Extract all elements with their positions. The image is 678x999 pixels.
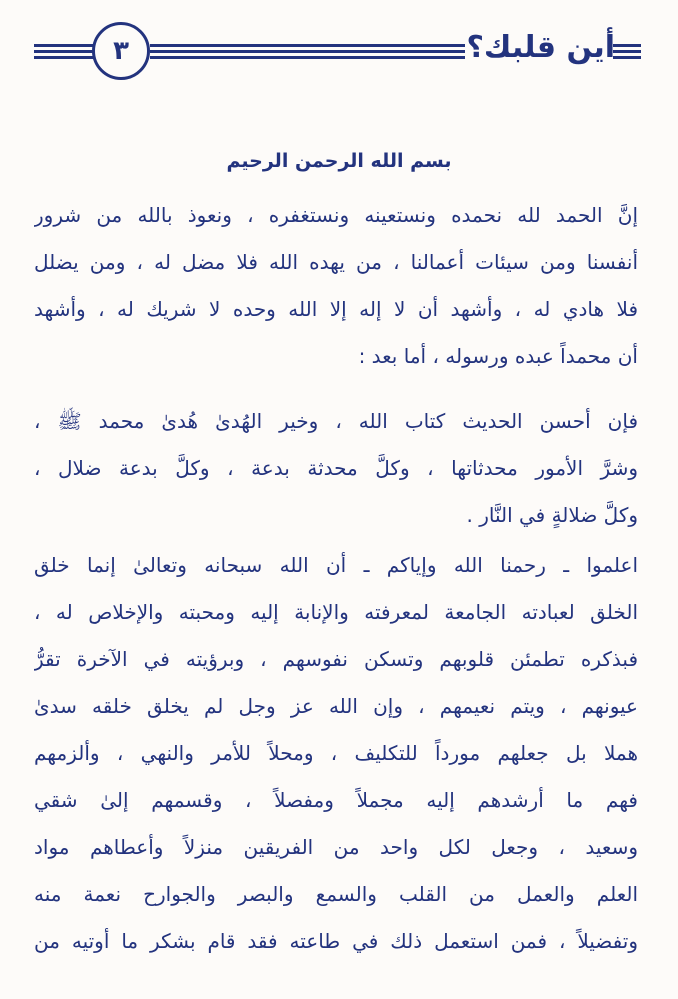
text-line: عيونهم ، ويتم نعيمهم ، وإن الله عز وجل لم يخلق خلقه سدىٰ <box>34 694 638 718</box>
paragraph-1 <box>34 192 638 380</box>
text-line: وشرَّ الأمور محدثاتها ، وكلَّ محدثة بدعة ، وكلَّ بدعة ضلال ، <box>34 456 638 480</box>
paragraph-2 <box>34 398 638 539</box>
text-line: هملا بل جعلهم مورداً للتكليف ، ومحلاً للأمر والنهي ، وألزمهم <box>34 741 638 765</box>
text-line: فإن أحسن الحديث كتاب الله ، وخير الهُدىٰ هُدىٰ محمد ﷺ ، <box>34 409 638 433</box>
page-number-badge <box>92 22 150 80</box>
book-title: أين قلبك؟ <box>466 30 615 65</box>
text-line: فهم ما أرشدهم إليه مجملاً ومفصلاً ، وقسمهم إلىٰ شقي <box>34 788 638 812</box>
text-line: العلم والعمل من القلب والسمع والبصر والجوارح نعمة منه <box>34 882 638 906</box>
text-line: وكلَّ ضلالةٍ في النَّار . <box>466 503 638 527</box>
text-line: أن محمداً عبده ورسوله ، أما بعد : <box>358 344 638 368</box>
text-line: اعلموا ـ رحمنا الله وإياكم ـ أن الله سبحانه وتعالىٰ إنما خلق <box>34 553 638 577</box>
text-line: فبذكره تطمئن قلوبهم وتسكن نفوسهم ، وبرؤيته في الآخرة تقرُّ <box>34 647 638 671</box>
header-rule-left <box>34 44 94 60</box>
basmala-heading: بسم الله الرحمن الرحيم <box>226 150 452 172</box>
page-number: ٣ <box>113 36 129 66</box>
page-header <box>0 14 678 84</box>
text-line: الخلق لعبادته الجامعة لمعرفته والإنابة إليه ومحبته والإخلاص له ، <box>34 600 638 624</box>
text-line: أنفسنا ومن سيئات أعمالنا ، من يهده الله فلا مضل له ، ومن يضلل <box>34 250 638 274</box>
header-rule-middle <box>150 44 465 60</box>
text-line: وتفضيلاً ، فمن استعمل ذلك في طاعته فقد قام بشكر ما أوتيه من <box>34 929 638 953</box>
text-line: إنَّ الحمد لله نحمده ونستعينه ونستغفره ، ونعوذ بالله من شرور <box>34 203 638 227</box>
text-line: فلا هادي له ، وأشهد أن لا إله إلا الله وحده لا شريك له ، وأشهد <box>34 297 638 321</box>
paragraph-3 <box>34 542 638 965</box>
text-line: وسعيد ، وجعل لكل واحد من الفريقين منزلاً وأعطاهم مواد <box>34 835 638 859</box>
header-rule-right <box>613 44 641 60</box>
